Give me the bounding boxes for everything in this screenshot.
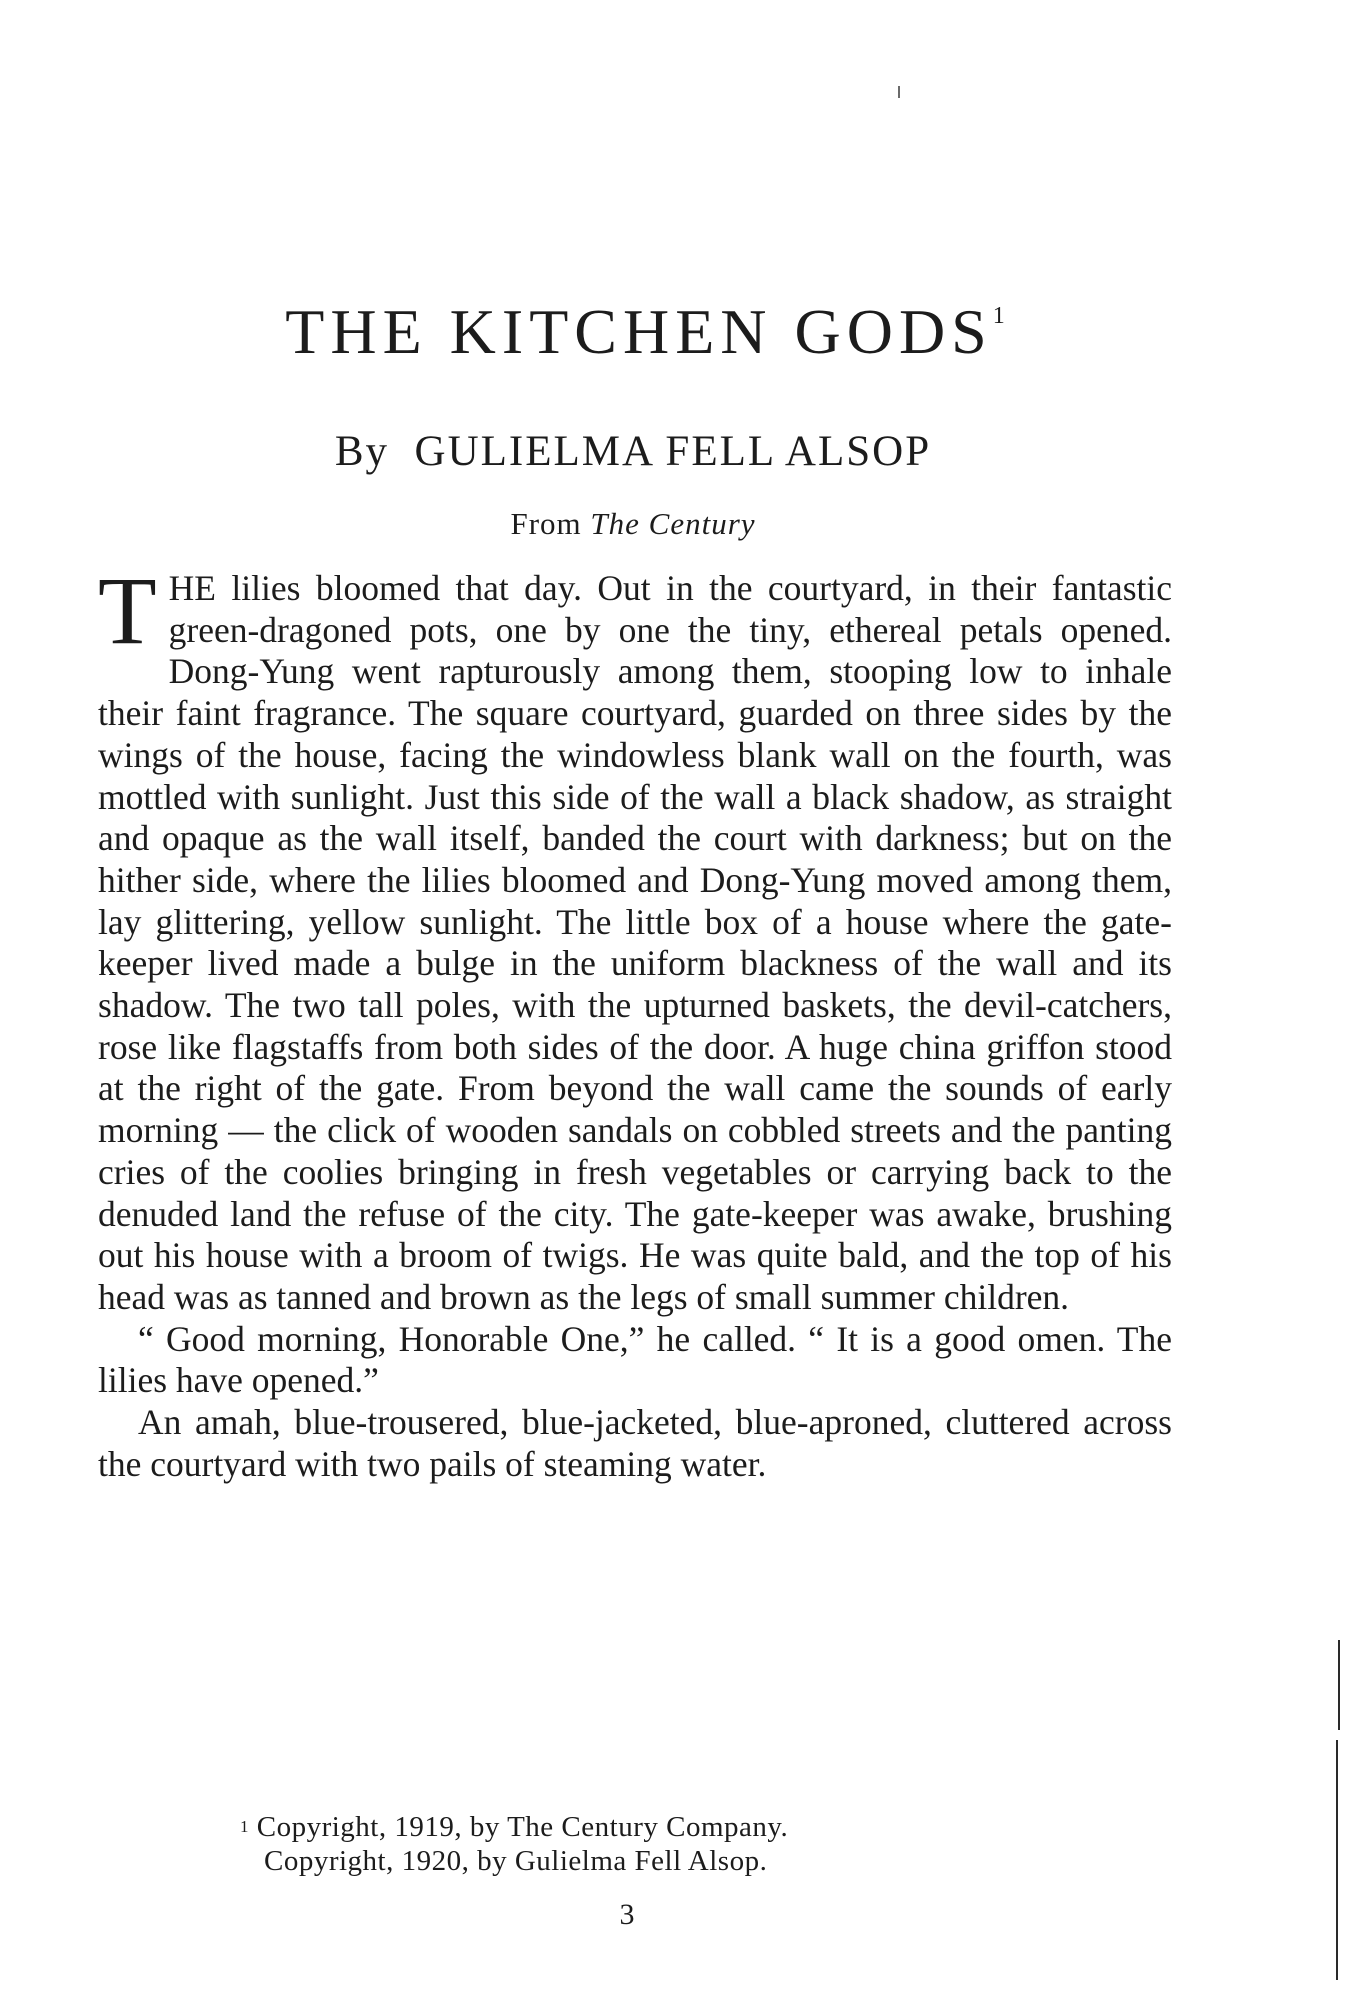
source-prefix: From (510, 506, 582, 541)
paragraph (98, 1319, 1172, 1402)
source-line (0, 506, 1266, 542)
paragraph-text: HE lilies bloomed that day. Out in the courtyard, in their fantastic green-dragoned pots, one by one the tiny, ethereal petals opened. Dong-Yung went rapturously among them, stooping low to inhale their faint fragrance. The square courtyard, guarded on three sides by the wings of the house, facing the windowless blank wall on the fourth, was mottled with sunlight. Just this side of the wall a black shadow, as straight and opaque as the wall itself, banded the court with darkness; but on the hither side, where the lilies bloomed and Dong-Yung moved among them, lay glittering, yellow sunlight. The little box of a house where the gate-keeper lived made a bulge in the uniform blackness of the wall and its shadow. The two tall poles, with the upturned baskets, the devil-catchers, rose like flagstaffs from both sides of the door. A huge china griffon stood at the right of the gate. From beyond the wall came the sounds of early morning — the click of wooden sandals on cobbled streets and the panting cries of the coolies bringing in fresh vegetables or carrying back to the denuded land the refuse of the city. The gate-keeper was awake, brushing out his house with a broom of twigs. He was quite bald, and the top of his head was as tanned and brown as the legs of small summer children. (98, 568, 1172, 1317)
story-body (98, 557, 1172, 1485)
footnote-text-1: Copyright, 1919, by The Century Company. (256, 1811, 789, 1843)
page-edge-mark (1336, 1740, 1338, 1980)
footnote-line-1 (240, 1811, 788, 1843)
chapter-title (0, 296, 1290, 367)
footnote-mark: 1 (240, 1817, 249, 1836)
paragraph (98, 1402, 1172, 1485)
paragraph (98, 557, 1172, 1319)
drop-cap: T (98, 557, 157, 664)
title-footnote-mark: 1 (992, 303, 1005, 329)
source-publication: The Century (590, 506, 756, 541)
footnote-line-2: Copyright, 1920, by Gulielma Fell Alsop. (264, 1845, 768, 1877)
paragraph-text: “ Good morning, Honorable One,” he called. “ It is a good omen. The lilies have opened.” (98, 1318, 1172, 1401)
byline-author: GULIELMA FELL ALSOP (414, 428, 932, 475)
byline-by: By (334, 428, 390, 475)
paragraph-text: An amah, blue-trousered, blue-jacketed, blue-aproned, cluttered across the courtyard with two pails of steaming water. (98, 1402, 1172, 1484)
print-speck (898, 86, 900, 98)
byline (0, 430, 1266, 473)
footnote (240, 1810, 1140, 1878)
chapter-title-text: THE KITCHEN GODS (285, 296, 993, 367)
page-number: 3 (619, 1898, 635, 1931)
page-edge-mark (1338, 1640, 1340, 1730)
